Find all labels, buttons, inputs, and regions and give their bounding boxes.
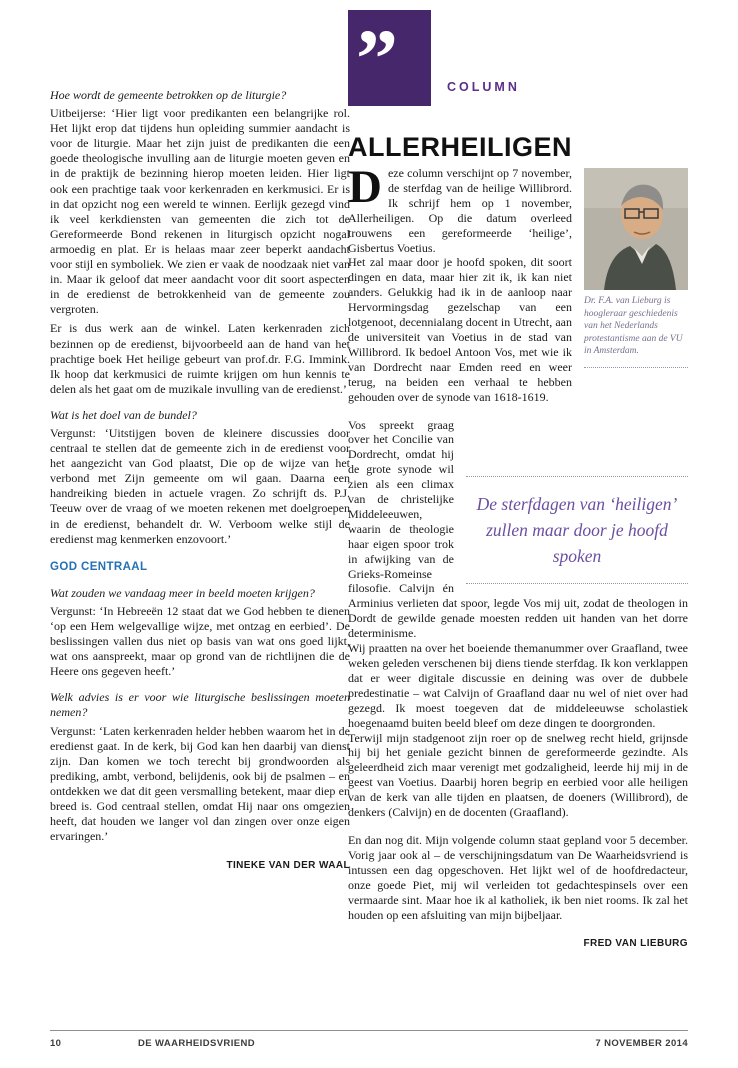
column-header bbox=[348, 10, 688, 163]
interview-answer: Uitbeijerse: ‘Hier ligt voor predikanten een belangrijke rol. Het lijkt erop dat tijdens hun opleiding summier aandacht is voor de liturgie. Maar het zijn juist de predikanten die een goede theologische invulling aan de liturgie moeten geven en in de praktijk de bezinning hierop moeten leiden. Hier ligt ook een prachtige taak voor kerkenraden en kerkmusici. Er is in dat opzicht nog een wereld te winnen. Eerlijk gezegd vind ik veel kerkdiensten van gemeenten die zich tot de Gereformeerde Bond rekenen in liturgisch opzicht nogal armoedig en plat. Er is helaas maar zeer beperkt aandacht voor stijl en symboliek. We zien er vaak de noodzaak niet van in. Maar ik geloof dat meer aandacht voor dit soort aspecten in de eredienst de betrokkenheid van de gemeente zou vergroten. bbox=[50, 106, 350, 317]
pull-quote-text: De sterfdagen van ‘heiligen’ zullen maar door je hoofd spoken bbox=[476, 493, 678, 566]
column-paragraph: Terwijl mijn stadgenoot zijn roer op de snelweg recht hield, grijnsde hij bij het geniale gezicht binnen de gereformeerde gezindte. Als geleerdheid zich maar verenigt met godzaligheid, leerde hij mij in de geest van Voetius. Daarbij horen begrip en eerbied voor alle heiligen van de kerk van alle tijden en plaatsen, de doeners (Willibrord), de denkers (Calvijn) en de docenten (Graafland). bbox=[348, 730, 688, 820]
interview-answer: Er is dus werk aan de winkel. Laten kerkenraden zich bezinnen op de eredienst, bijvoorbeeld aan de hand van het prachtige boek Het heilige gebeurt van prof.dr. F.G. Immink. Ik hoop dat kerkmusici de ruimte krijgen om hun kennis te delen als het gaat om de muzikale invulling van de eredienst.’ bbox=[50, 321, 350, 396]
quotation-mark-icon: ” bbox=[356, 13, 398, 106]
column-paragraph-text: Vos spreekt graag over het Concilie van Dordrecht, omdat hij de grote synode wil zien als een climax van de christelijke Middeleeuwen, waarin de theologie haar eigen spoor trok in afwijking van de Grieks-Romeinse filosofie. Calvijn én Arminius verlieten dat spoor, legde Vos mij uit, zodat de theologen in Dordt de gewilde genade moesten redden uit handen van het dorre determinisme. bbox=[348, 417, 688, 641]
column-byline: FRED VAN LIEBURG bbox=[583, 938, 688, 950]
interview-question: Hoe wordt de gemeente betrokken op de liturgie? bbox=[50, 88, 287, 102]
magazine-title: DE WAARHEIDSVRIEND bbox=[138, 1038, 255, 1049]
issue-date: 7 NOVEMBER 2014 bbox=[595, 1038, 688, 1049]
column-article bbox=[348, 161, 688, 962]
column-paragraph: Het zal maar door je hoofd spoken, dit soort dingen en data, maar hier zit ik, ik kan niet anders. Gelukkig had ik in de aanloop naar Hervormingsdag gezelschap van een lotgenoot, decennialang docent in Utrecht, aan de universiteit van Voetius in de stad van Willibrord. Ik bedoel Antoon Vos, met wie ik van Dordrecht naar Emden reed en weer terug, na beiden een verhaal te hebben gehouden over de synode van 1618-1619. bbox=[348, 255, 572, 404]
column-paragraph: Wij praatten na over het boeiende themanummer over Graafland, twee weken geleden verschenen bij diens tiende sterfdag. Ik kon verklappen dat er weer digitale discussie en deining was over de dubbele predestinatie – wat Calvijn of Graafland daar nu wel of niet over had gezegd. Ik moest toegeven dat de middeleeuwse scholastiek hoegenaamd buiten beeld bleef om deze dingen te doorgronden. bbox=[348, 641, 688, 730]
column-paragraph: En dan nog dit. Mijn volgende column staat gepland voor 5 december. Vorig jaar ook al – de verschijningsdatum van De Waarheidsvriend is intussen een dag opgeschoven. Het lijkt wel of de hoofdredacteur, onze goede Piet, mij wil verleiden tot gedachtespinsels over een vermaarde sint. Maar hoe ik al katholiek, ik ben niet rooms. Ik zal het houden op een afsluiting van mijn bijbeljaar. bbox=[348, 832, 688, 922]
interview-question: Welk advies is er voor wie liturgische beslissingen moeten nemen? bbox=[50, 690, 350, 720]
interview-byline: TINEKE VAN DER WAAL bbox=[226, 860, 350, 872]
interview-answer: Vergunst: ‘Uitstijgen boven de kleinere discussies door centraal te stellen dat de gemeente zich in de eredienst voor het aangezicht van God plaatst, Die op de wijze van het verbond met Zijn gemeente om wil gaan. Daarna een handreiking bieden in actuele vragen. Zo schrijft ds. P.J. Teeuw over de vraag of we moeten rekenen met doelgroepen in de eredienst, behandelt dr. W. Verboom welke stijl de eredienst mag kenmerken enzovoort.’ bbox=[50, 425, 350, 546]
page-number: 10 bbox=[50, 1038, 62, 1049]
interview-answer: Vergunst: ‘Laten kerkenraden helder hebben waarom het in de eredienst gaat. In de kerk, bij God kan hen daarbij van dienst zijn. Dan komen we toch terecht bij grondwoorden als prediking, ambt, verbond, belijdenis, ook bij de psalmen – en ontdekken we dat dit geen versmalling betekent, maar diep en breed is. God centraal stellen, omdat Hij naar ons omgezien heeft, dat houden we langer vol dan zingen over onze eigen ervaringen.’ bbox=[50, 723, 350, 844]
section-heading-god-centraal: GOD CENTRAAL bbox=[50, 560, 148, 573]
interview-answer: Vergunst: ‘In Hebreeën 12 staat dat we God hebben te dienen ‘op een Hem welgevallige wijze, met ontzag en eerbied’. De beslissingen vallen dus niet op basis van wat ons goed lijkt, wat ons aanspreekt, maar op grond van de richtlijnen die de Heere ons gegeven heeft.’ bbox=[50, 603, 350, 679]
portrait-photo bbox=[584, 168, 688, 290]
photo-caption: Dr. F.A. van Lieburg is hoogleraar geschiedenis van het Nederlands protestantisme aan de VU in Amsterdam. bbox=[584, 295, 688, 368]
interview-question: Wat is het doel van de bundel? bbox=[50, 407, 197, 422]
column-title: ALLERHEILIGEN bbox=[348, 132, 573, 163]
page-footer bbox=[50, 1030, 688, 1049]
pull-quote bbox=[466, 476, 688, 584]
quote-box bbox=[348, 10, 431, 106]
interview-column bbox=[50, 88, 350, 883]
column-paragraph: Deze column verschijnt op 7 november, de sterfdag van de heilige Willibrord. Ik schrijf hem op 1 november, Allerheiligen. Op die datum overleed trouwens een gereformeerde ‘heilige’, Gisbertus Voetius. bbox=[348, 161, 572, 255]
column-kicker: COLUMN bbox=[447, 80, 520, 94]
interview-question: Wat zouden we vandaag meer in beeld moeten krijgen? bbox=[50, 585, 315, 600]
author-photo-block bbox=[584, 168, 688, 368]
column-paragraph bbox=[348, 418, 688, 642]
